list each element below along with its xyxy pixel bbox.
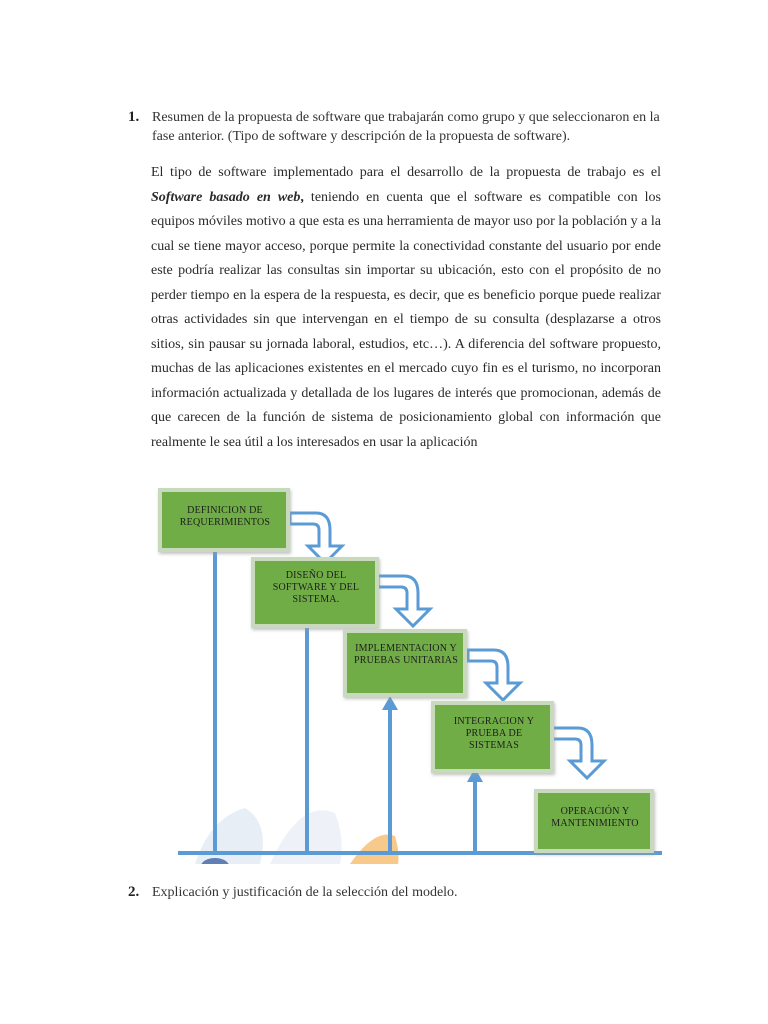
paragraph-intro: El tipo de software implementado para el desarrollo de la propuesta de trabajo es el	[151, 165, 661, 180]
item-1-line-1: Resumen de la propuesta de software que trabajarán como grupo y que seleccionaron en la	[152, 110, 660, 125]
body-paragraph	[151, 161, 661, 455]
stage-label-integration: INTEGRACION Y PRUEBA DE SISTEMAS	[453, 716, 535, 751]
stage-label-requirements: DEFINICION DE REQUERIMIENTOS	[179, 505, 271, 528]
curved-arrow-3-icon	[468, 650, 520, 700]
stage-label-operation: OPERACIÓN Y MANTENIMIENTO	[551, 806, 639, 829]
paragraph-bold-comma: ,	[300, 189, 304, 205]
curved-arrow-1-icon	[290, 513, 342, 563]
decorative-shape-gray	[195, 808, 263, 864]
curved-arrow-4-icon	[552, 728, 604, 778]
stage-label-implementation: IMPLEMENTACION Y PRUEBAS UNITARIAS	[353, 643, 458, 666]
item-2-text: Explicación y justificación de la selección del modelo.	[152, 885, 458, 900]
paragraph-bold-term: Software basado en web	[151, 189, 301, 205]
curved-arrow-2-icon	[378, 576, 430, 626]
stage-boxes	[160, 490, 652, 851]
item-2-number: 2.	[128, 884, 140, 900]
item-1-number: 1.	[128, 109, 140, 125]
waterfall-diagram	[150, 478, 665, 864]
stage-label-design: DISEÑO DEL SOFTWARE Y DEL SISTEMA.	[272, 570, 360, 605]
item-1-line-2: fase anterior. (Tipo de software y descripción de la propuesta de software).	[152, 129, 571, 144]
paragraph-body: teniendo en cuenta que el software es compatible con los equipos móviles motivo a que esta es una herramienta de mayor uso por la población y a la cual se tiene mayor acceso, porque permite la conectividad constante del usuario por ende este podría realizar las consultas sin importar su ubicación, esto con el propósito de no perder tiempo en la espera de la respuesta, es decir, que es beneficio porque puede realizar otras actividades sin que intervengan en el tiempo de su consulta (desplazarse a otros sitios, sin pausar su jornada laboral, estudios, etc…). A diferencia del software propuesto, muchas de las aplicaciones existentes en el mercado cuyo fin es el turismo, no incorporan información actualizada y detallada de los lugares de interés que promocionan, además de que carecen de la función de sistema de posicionamiento global con información que realmente le sea útil a los interesados en usar la aplicación	[151, 189, 661, 450]
arrow-up-3-icon	[382, 696, 398, 710]
